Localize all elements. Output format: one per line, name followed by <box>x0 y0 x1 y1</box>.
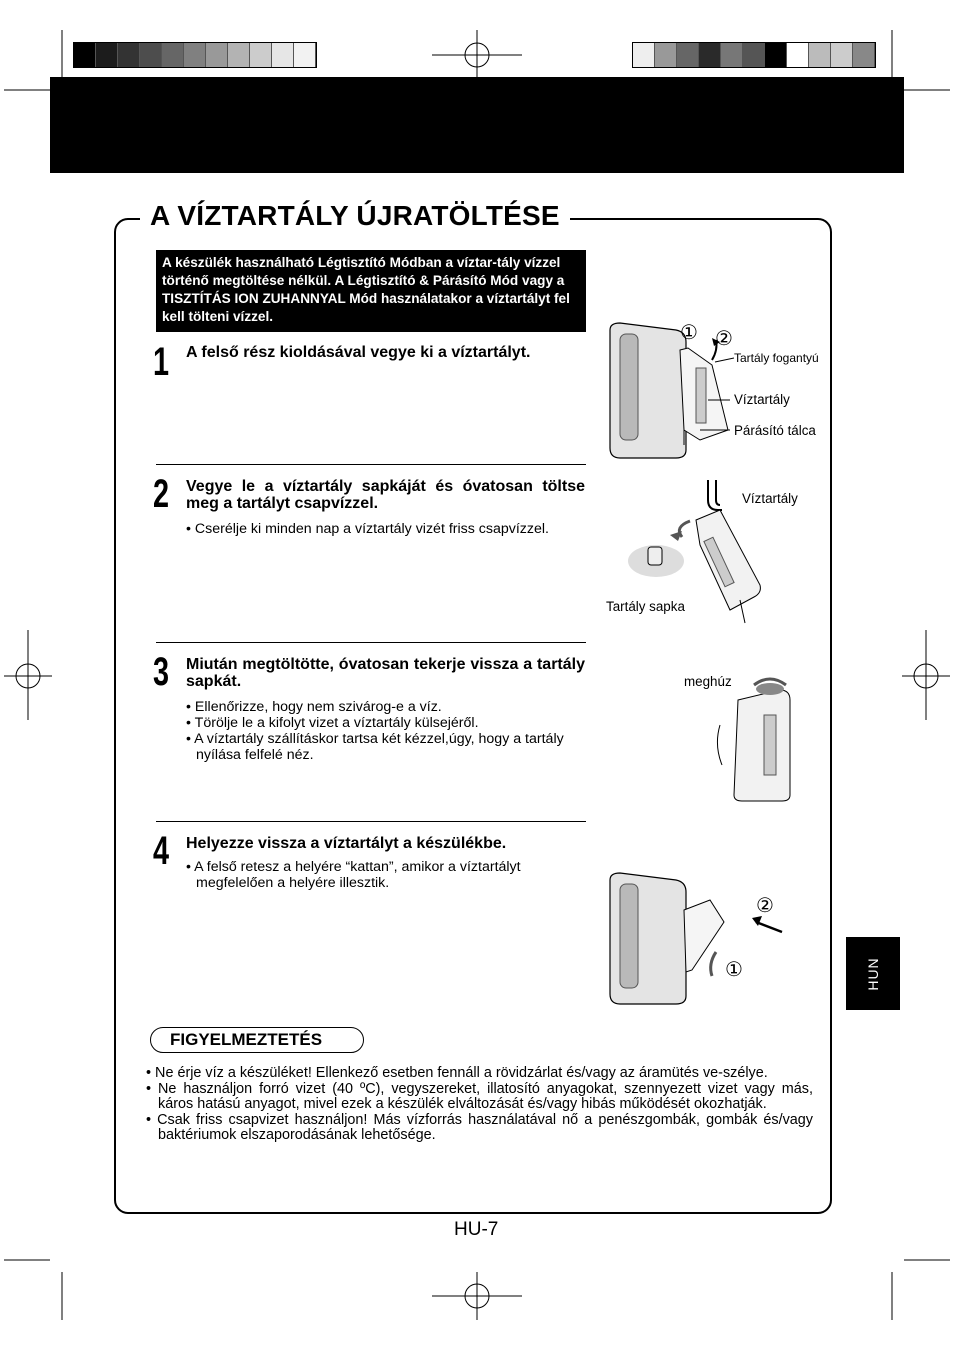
label-pull: meghúz <box>684 674 732 689</box>
step-1-number: 1 <box>153 340 170 384</box>
step-4-number: 4 <box>153 829 170 873</box>
marker-2: ② <box>715 328 733 350</box>
page-number: HU-7 <box>454 1219 499 1240</box>
divider <box>156 642 586 643</box>
step-2-bullets <box>186 521 585 537</box>
label-tank-handle: Tartály fogantyú <box>734 351 819 365</box>
step-3-bullets <box>186 699 585 763</box>
intro-box: A készülék használható Légtisztító Módban a víztar-tály vízzel történő megtöltése nélkül. A Légtisztító & Párásító Mód vagy a TISZTÍTÁS ION ZUHANNYAL Mód használatakor a víztartályt fel kell tölteni vízzel. <box>156 250 586 332</box>
marker-2: ② <box>756 895 774 917</box>
illustration-insert-tank <box>600 870 790 1010</box>
list-item: • Ellenőrizze, hogy nem szivárog-e a víz. <box>186 699 585 715</box>
list-item: • A felső retesz a helyére “kattan”, amikor a víztartályt megfelelően a helyére illesztik. <box>186 859 585 891</box>
warning-list <box>146 1066 813 1144</box>
step-1-heading: A felső rész kioldásával vegye ki a víztartályt. <box>186 344 531 361</box>
list-item: • Ne érje víz a készüléket! Ellenkező esetben fennáll a rövidzárlat és/vagy az áramütés ve-szélye. <box>146 1066 813 1082</box>
divider <box>156 821 586 822</box>
language-tab: HUN <box>846 937 900 1010</box>
step-4-bullets <box>186 859 585 891</box>
page-title: A VÍZTARTÁLY ÚJRATÖLTÉSE <box>140 200 570 232</box>
color-bar-right <box>632 42 876 68</box>
step-2-heading: Vegye le a víztartály sapkáját és óvatosan töltse meg a tartályt csapvízzel. <box>186 478 585 512</box>
step-3-number: 3 <box>153 650 170 694</box>
label-water-tank: Víztartály <box>742 491 798 506</box>
label-water-tank: Víztartály <box>734 392 790 407</box>
divider <box>156 464 586 465</box>
step-4-heading: Helyezze vissza a víztartályt a készülékbe. <box>186 835 507 852</box>
marker-1: ① <box>725 959 743 981</box>
list-item: • Ne használjon forró vizet (40 ºC), vegyszereket, illatosító anyagokat, szennyezett vizet vagy más, káros hatású anyagot, mivel ezek a készülék elváltozását és/vagy hibás működését okozhatják. <box>146 1082 813 1113</box>
marker-1: ① <box>680 322 698 344</box>
header-band <box>50 77 904 173</box>
step-3-heading: Miután megtöltötte, óvatosan tekerje vissza a tartály sapkát. <box>186 656 585 690</box>
list-item: • Csak friss csapvizet használjon! Más vízforrás használatával nő a penészgombák, gombák és/vagy baktériumok elszaporodásának lehetősége. <box>146 1113 813 1144</box>
color-bar-left <box>73 42 317 68</box>
list-item: • Cserélje ki minden nap a víztartály vizét friss csapvízzel. <box>186 521 585 537</box>
list-item: • A víztartály szállításkor tartsa két kézzel,úgy, hogy a tartály nyílása felfelé néz. <box>186 731 585 763</box>
label-tray: Párásító tálca <box>734 423 816 438</box>
step-2-number: 2 <box>153 472 170 516</box>
list-item: • Törölje le a kifolyt vizet a víztartály külsejéről. <box>186 715 585 731</box>
warning-heading: FIGYELMEZTETÉS <box>150 1027 364 1053</box>
label-tank-cap: Tartály sapka <box>606 599 685 614</box>
